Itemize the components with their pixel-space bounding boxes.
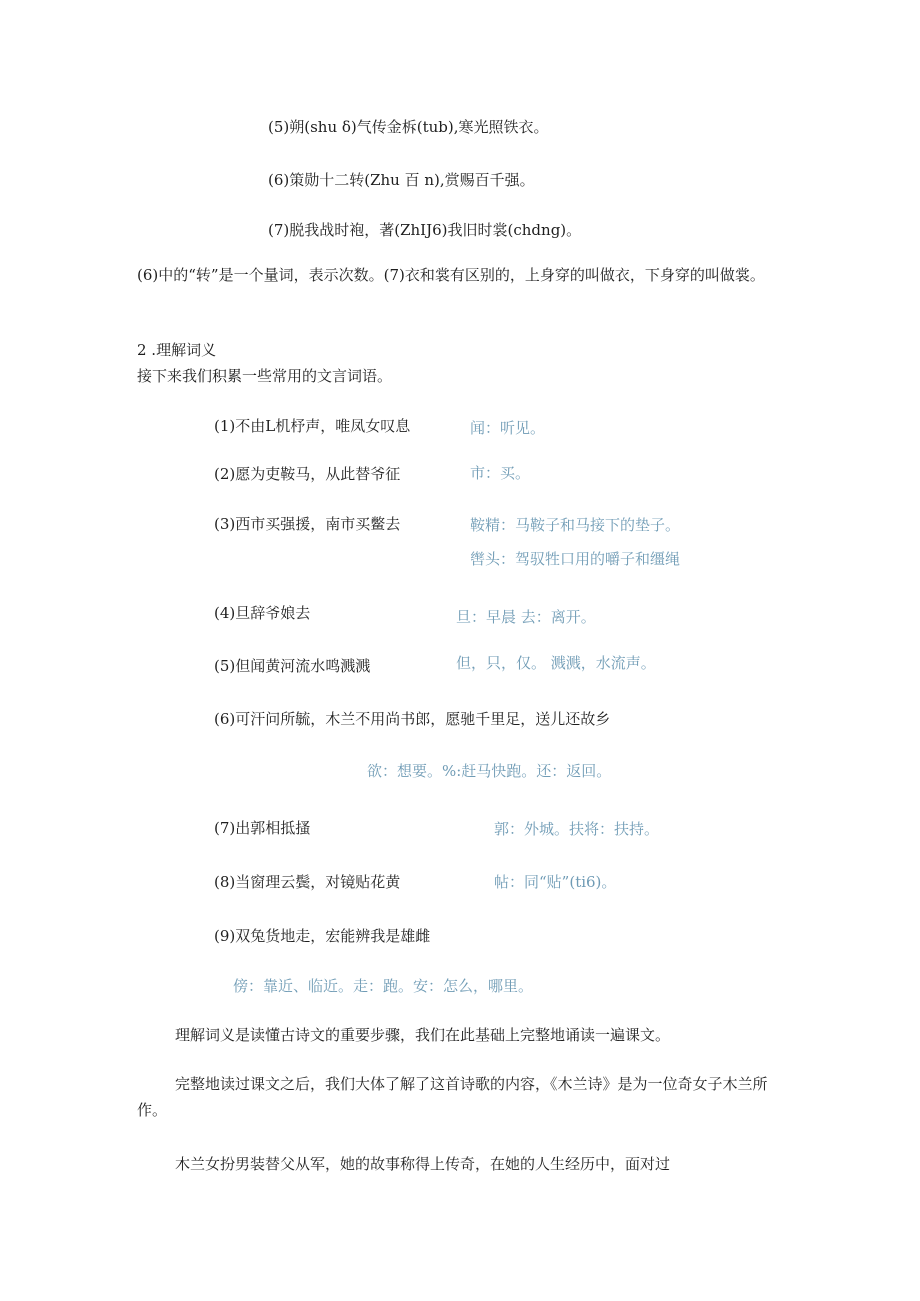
vocab-item-2: (2)愿为吏鞍马，从此替爷征	[214, 465, 401, 483]
explain-paragraph: (6)中的“转”是一个量词，表示次数。(7)衣和裳有区别的，上身穿的叫做衣，下身穿的叫做裳。	[137, 266, 765, 284]
vocab-note-8: 帖：同“贴”(ti6)。	[494, 873, 617, 891]
vocab-item-6: (6)可汗问所毓，木兰不用尚书郎，愿驰千里足，送儿还故乡	[214, 710, 611, 728]
vocab-note-9: 傍：靠近、临近。走：跑。安：怎么，哪里。	[233, 977, 534, 995]
vocab-note-1: 闻：听见。	[470, 419, 546, 437]
vocab-note-4: 旦：早晨 去：离开。	[456, 608, 596, 626]
vocab-item-3: (3)西市买强援，南市买鳖去	[214, 515, 401, 533]
pinyin-line-5: (5)朔(shu δ)气传金柝(tub),寒光照铁衣。	[268, 118, 549, 136]
vocab-item-8: (8)当窗理云鬓，对镜贴花黄	[214, 873, 401, 891]
vocab-item-4: (4)旦辞爷娘去	[214, 604, 311, 622]
vocab-note-3b: 辔头：驾驭牲口用的嚼子和缰绳	[470, 550, 681, 568]
vocab-note-6: 欲：想要。%:赶马快跑。还：返回。	[367, 762, 612, 780]
vocab-note-3: 鞍精：马鞍子和马接下的垫子。	[470, 516, 681, 534]
pinyin-line-7: (7)脱我战时袍，著(ZhIJ6)我旧时裳(chdng)。	[268, 221, 582, 239]
vocab-item-7: (7)出郭相抵搔	[214, 819, 311, 837]
pinyin-line-6: (6)策勋十二转(Zhu 百 n),赏赐百千强。	[268, 171, 535, 189]
section-intro: 接下来我们积累一些常用的文言词语。	[137, 367, 393, 385]
vocab-item-5: (5)但闻黄河流水鸣溅溅	[214, 657, 371, 675]
vocab-note-7: 郭：外城。扶将：扶持。	[494, 820, 660, 838]
vocab-note-5: 但，只，仅。 溅溅，水流声。	[456, 654, 656, 672]
vocab-note-2: 市：买。	[470, 464, 531, 482]
closing-paragraph-1: 理解词义是读懂古诗文的重要步骤，我们在此基础上完整地诵读一遍课文。	[175, 1026, 671, 1044]
closing-paragraph-2: 完整地读过课文之后，我们大体了解了这首诗歌的内容，《木兰诗》是为一位奇女子木兰所作。	[137, 1075, 768, 1120]
vocab-item-1: (1)不由L机杼声，唯凤女叹息	[214, 417, 411, 435]
section-heading: 2 .理解词义	[137, 341, 217, 359]
closing-paragraph-3: 木兰女扮男装替父从军，她的故事称得上传奇，在她的人生经历中，面对过	[175, 1155, 671, 1173]
vocab-item-9: (9)双兔货地走，宏能辨我是雄雌	[214, 927, 431, 945]
